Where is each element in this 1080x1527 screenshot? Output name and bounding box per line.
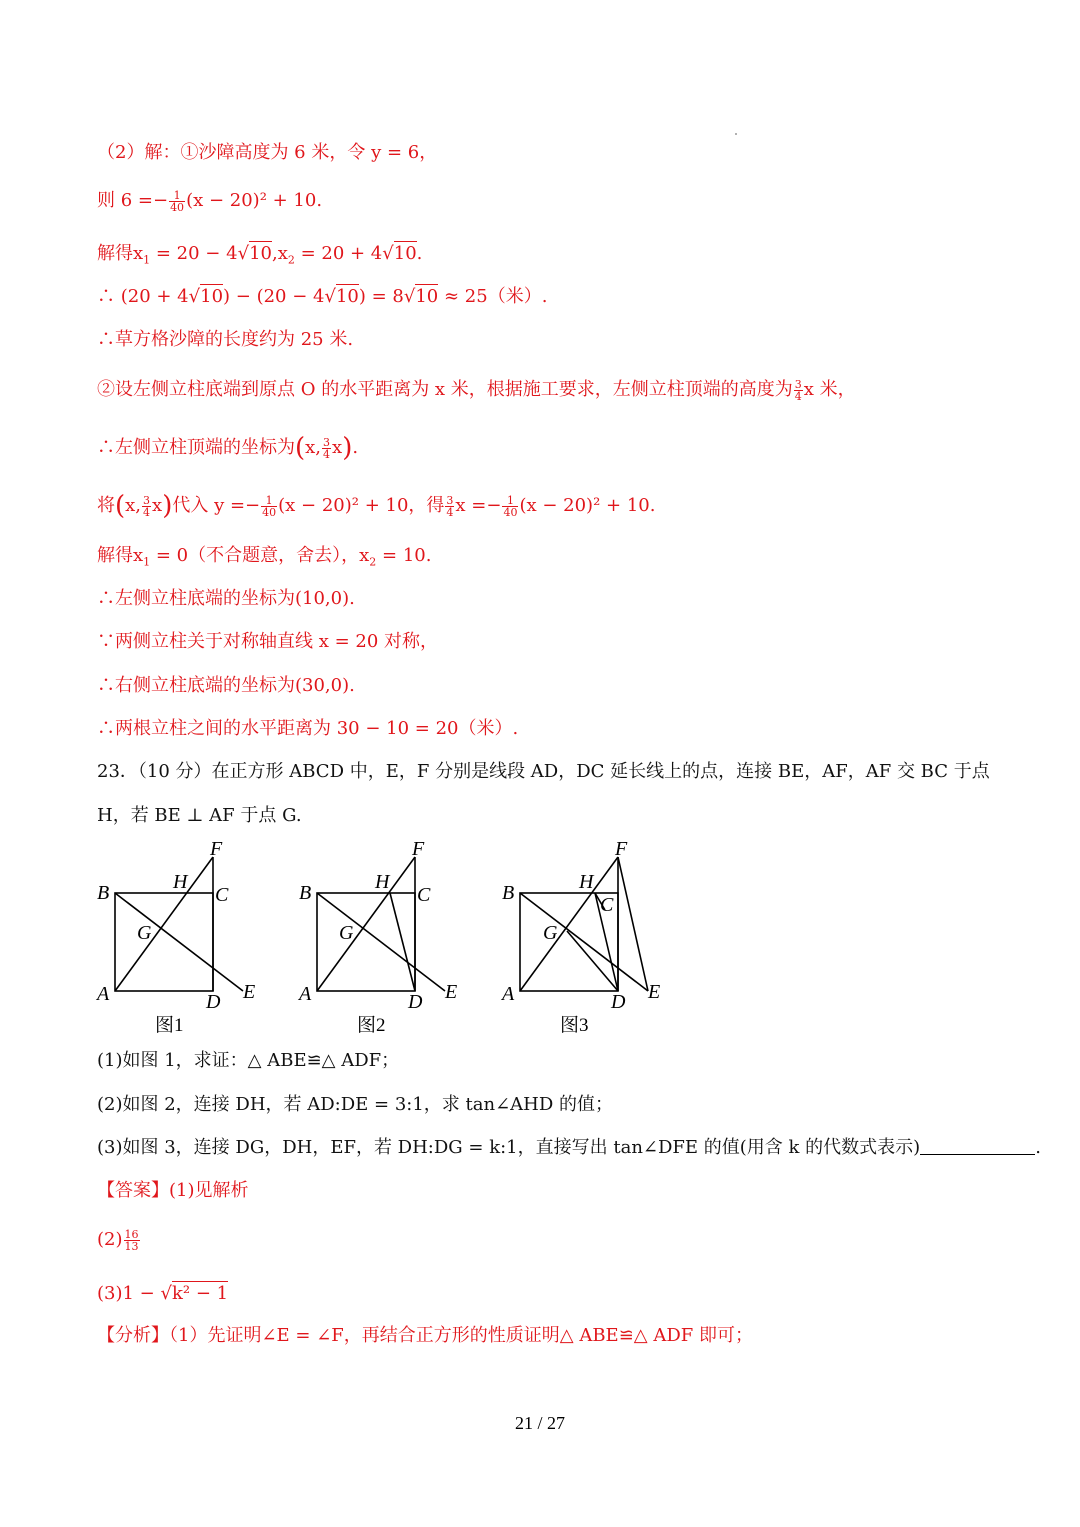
solution-line-7: ∴左侧立柱顶端的坐标为(x, $\frac{3}{4}$ x).: [97, 433, 359, 463]
label-B: B: [502, 882, 515, 904]
label-A: A: [299, 983, 312, 1005]
solution-line-2: 则 6 =− $\frac{1}{40}$ (x − 20)² + 10.: [97, 188, 323, 214]
label-D: D: [206, 991, 221, 1013]
answer-line-2: (2) $\frac{16}{13}$: [97, 1227, 139, 1253]
analysis-line: 【分析】（1）先证明∠E = ∠F，再结合正方形的性质证明△ ABE≌△ ADF 即可；: [97, 1325, 753, 1346]
analysis-tag: 【分析】: [97, 1325, 169, 1346]
label-G: G: [339, 922, 354, 944]
answer-tag: 【答案】: [97, 1180, 169, 1201]
label-F: F: [210, 838, 223, 860]
geometry-figures: [95, 835, 675, 1040]
answer-line-3: (3)1 − √k² − 1: [97, 1283, 229, 1304]
label-E: E: [648, 981, 661, 1003]
label-A: A: [97, 983, 110, 1005]
fraction: $\frac{1}{40}$: [170, 188, 185, 214]
label-C: C: [215, 884, 229, 906]
solution-line-11: ∵两侧立柱关于对称轴直线 x = 20 对称，: [97, 631, 439, 652]
solution-line-5: ∴草方格沙障的长度约为 25 米.: [97, 329, 354, 350]
label-H: H: [579, 871, 594, 893]
label-B: B: [97, 882, 110, 904]
label-D: D: [408, 991, 423, 1013]
figure-1-caption: 图1: [155, 1015, 184, 1036]
question-1: (1)如图 1，求证：△ ABE≌△ ADF；: [97, 1050, 400, 1071]
solution-line-4: ∴ (20 + 4√10) − (20 − 4√10) = 8√10 ≈ 25（米）.: [97, 286, 548, 307]
page-number: 21 / 27: [514, 1413, 565, 1433]
solution-line-9: 解得$x_1 = 0$（不合题意，舍去），$x_2 = 10$.: [97, 545, 432, 569]
label-F: F: [615, 838, 628, 860]
label-H: H: [173, 871, 188, 893]
solution-line-10: ∴左侧立柱底端的坐标为(10,0).: [97, 588, 355, 609]
label-C: C: [600, 894, 614, 916]
label-D: D: [611, 991, 626, 1013]
label-B: B: [299, 882, 312, 904]
solution-line-8: 将(x, $\frac{3}{4}$ x)代入 y =− $\frac{1}{40}$ (x − 20)² + 10，得 $\frac{3}{4}$ x =− $\frac{1}{40}$ (x − 20)² + 10.: [97, 491, 656, 521]
label-E: E: [243, 981, 256, 1003]
label-G: G: [137, 922, 152, 944]
label-A: A: [502, 983, 515, 1005]
problem-line-1: 23．（10 分）在正方形 ABCD 中，E，F 分别是线段 AD，DC 延长线上的点，连接 BE，AF，AF 交 BC 于点: [97, 761, 990, 782]
solution-line-6: ②设左侧立柱底端到原点 O 的水平距离为 x 米，根据施工要求，左侧立柱顶端的高度为 $\frac{3}{4}$ x 米，: [97, 377, 856, 403]
question-2: (2)如图 2，连接 DH，若 AD:DE = 3:1，求 tan∠AHD 的值；: [97, 1094, 614, 1115]
answer-line-1: 【答案】(1)见解析: [97, 1180, 249, 1201]
label-C: C: [417, 884, 431, 906]
question-3: (3)如图 3，连接 DG，DH，EF，若 DH:DG = k:1，直接写出 tan∠DFE 的值(用含 k 的代数式表示) .: [97, 1137, 1041, 1158]
problem-line-2: H，若 BE ⊥ AF 于点 G.: [97, 805, 302, 826]
label-H: H: [375, 871, 390, 893]
solution-line-3: 解得$x_1 = 20 - 4√10,x_2 = 20 + 4√10$.: [97, 243, 423, 267]
label-G: G: [543, 922, 558, 944]
figure-3-caption: 图3: [560, 1015, 589, 1036]
stray-dot: [735, 133, 737, 135]
answer-blank: [920, 1136, 1035, 1155]
solution-line-13: ∴两根立柱之间的水平距离为 30 − 10 = 20（米）.: [97, 718, 519, 739]
label-E: E: [445, 981, 458, 1003]
solution-line-1: （2）解：①沙障高度为 6 米，令 y = 6，: [97, 142, 438, 163]
solution-line-12: ∴右侧立柱底端的坐标为(30,0).: [97, 675, 355, 696]
figure-2-caption: 图2: [357, 1015, 386, 1036]
label-F: F: [412, 838, 425, 860]
